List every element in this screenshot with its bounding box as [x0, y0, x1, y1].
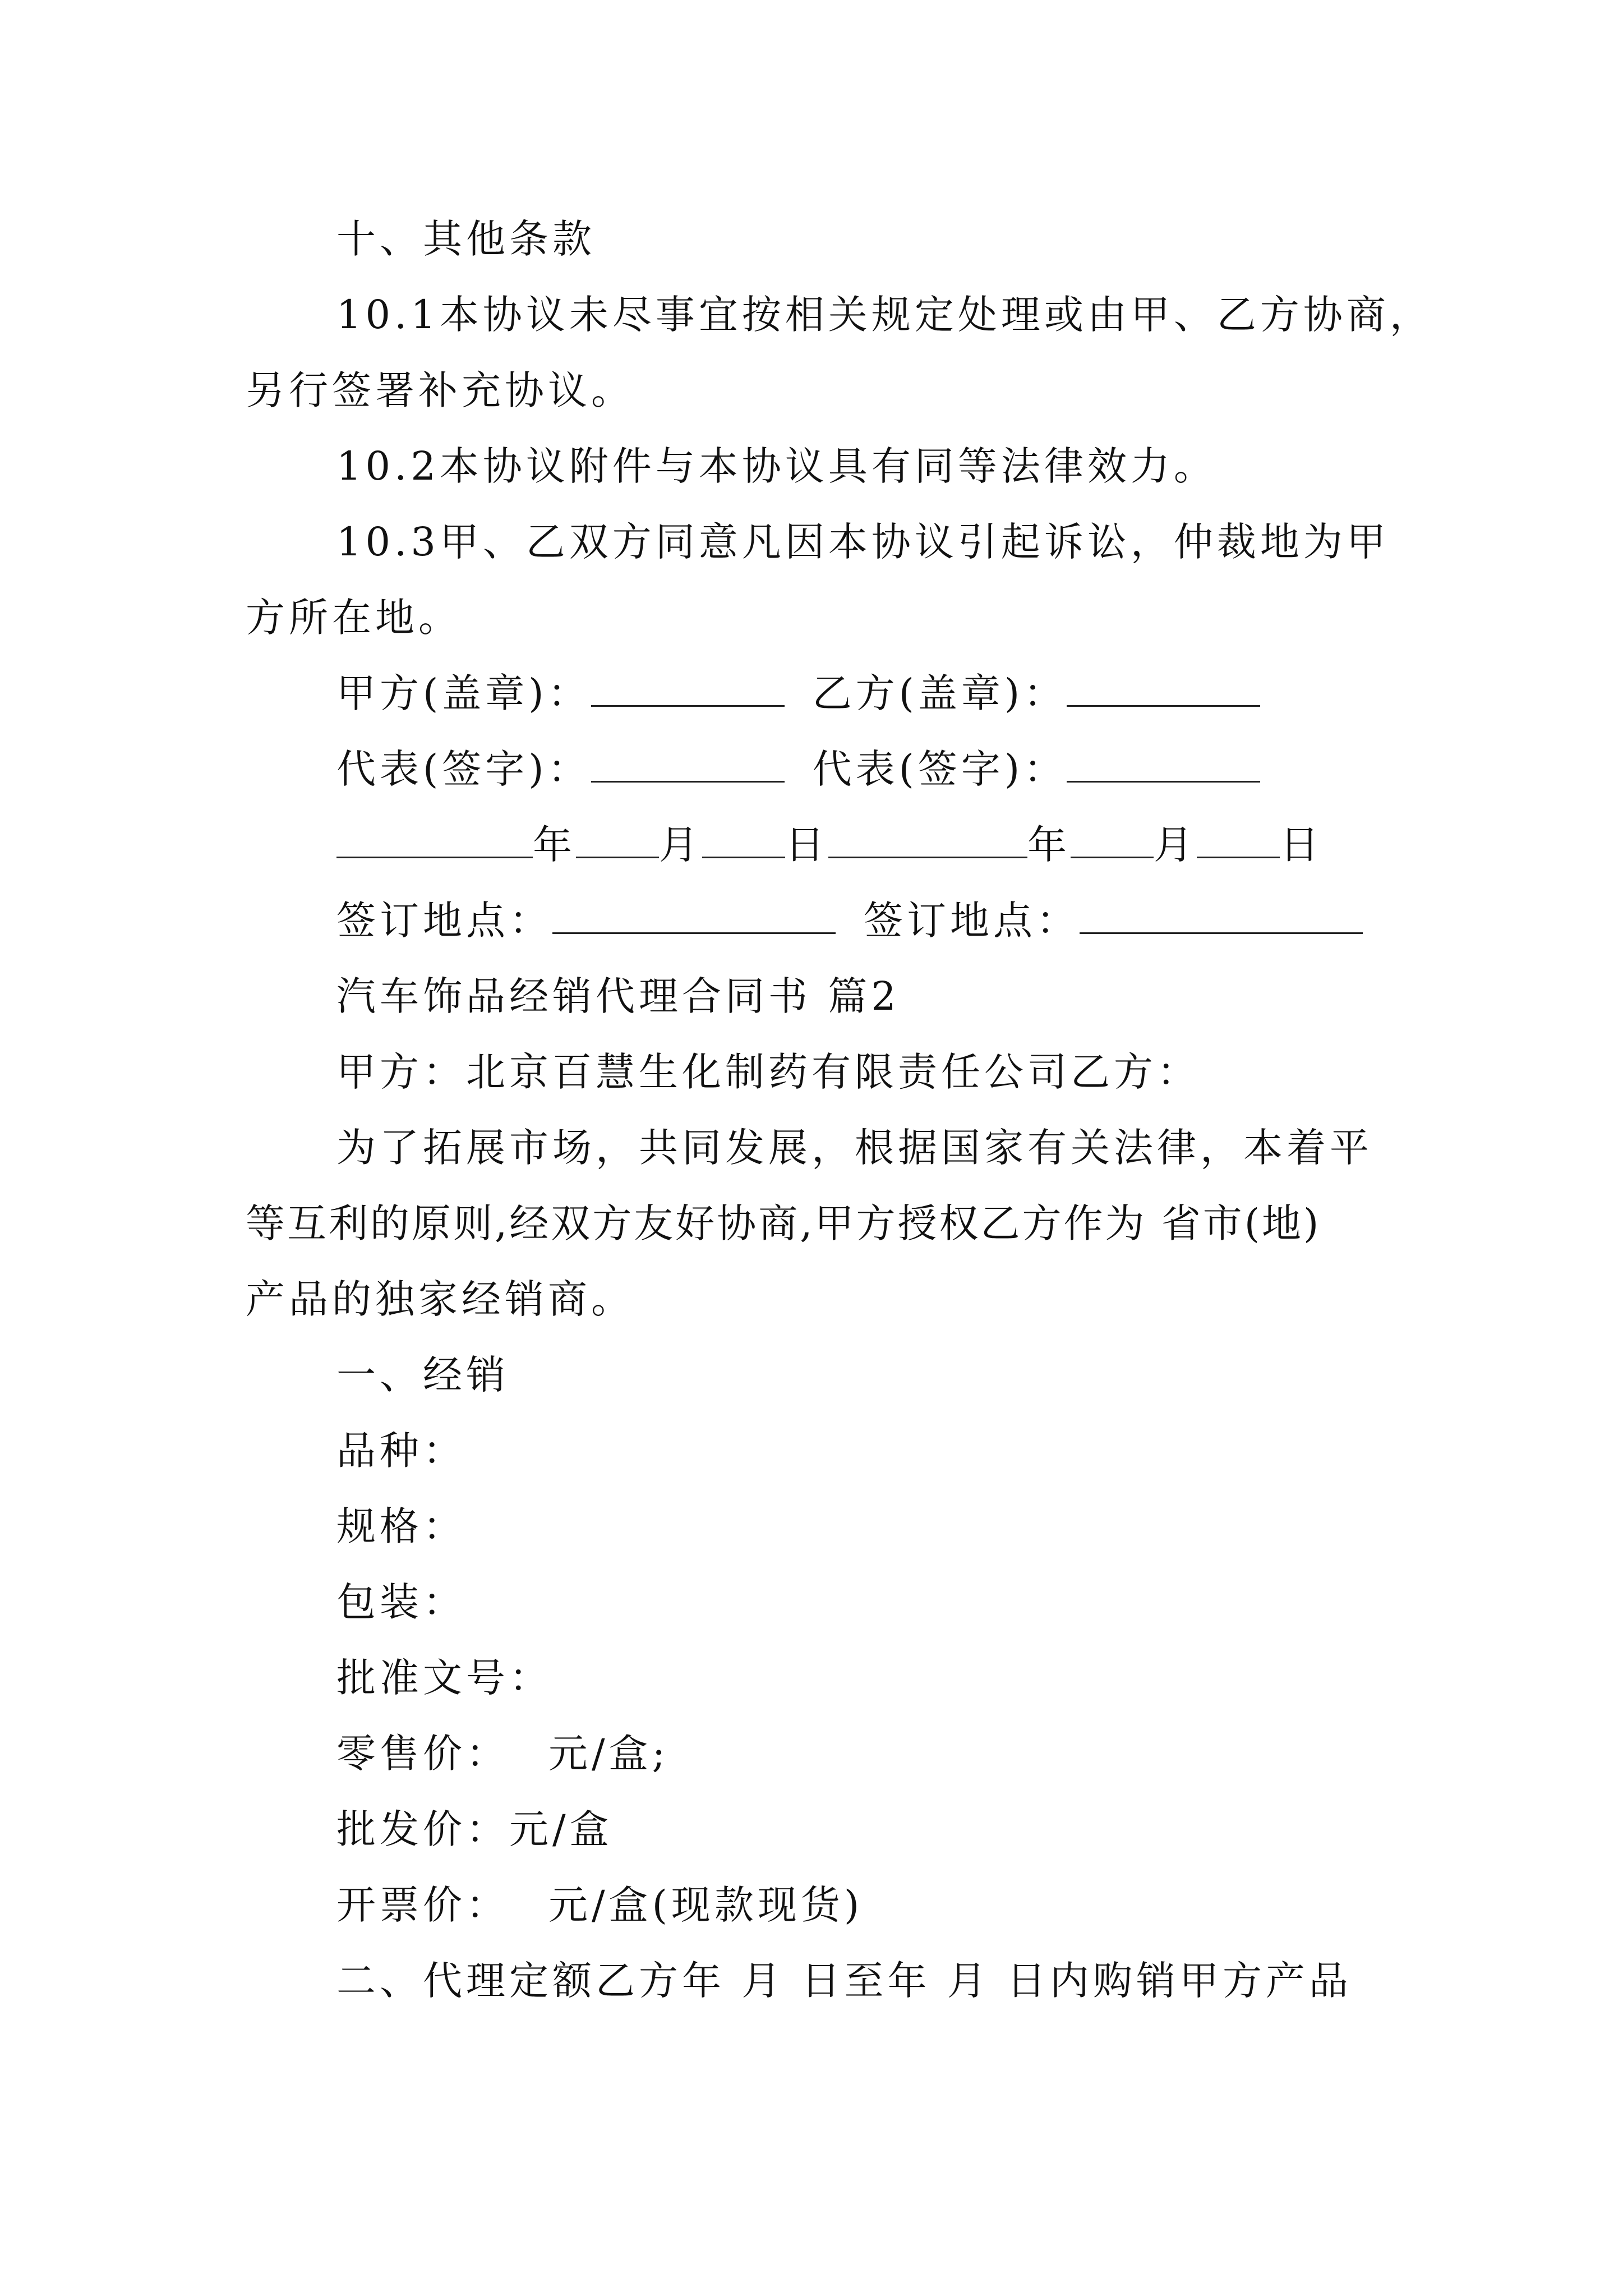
party-b-seal-blank — [1067, 670, 1260, 707]
retail-price-unit: 元/盒; — [548, 1731, 670, 1777]
party-b-rep-blank — [1067, 746, 1260, 783]
intro-paragraph-line: 产品的独家经销商。 — [246, 1276, 634, 1322]
month-blank-b — [1071, 822, 1154, 858]
day-label-b: 日 — [1280, 822, 1323, 868]
place-a-label: 签订地点： — [336, 898, 552, 944]
month-label-b: 月 — [1154, 822, 1197, 868]
clause-10-1-cont: 另行签署补充协议。 — [246, 367, 634, 413]
field-approval-number: 批准文号： — [336, 1655, 552, 1701]
party-a-rep-label: 代表(签字)： — [336, 746, 591, 792]
field-invoice-price — [336, 1878, 863, 1932]
party-a-seal-blank — [591, 670, 785, 707]
clause-10-3: 10.3甲、乙双方同意凡因本协议引起诉讼，仲裁地为甲 — [336, 519, 1390, 565]
seal-row — [336, 666, 1260, 720]
clause-10-2: 10.2本协议附件与本协议具有同等法律效力。 — [336, 443, 1217, 489]
field-wholesale-price: 批发价：元/盒 — [336, 1806, 613, 1852]
invoice-price-unit: 元/盒(现款现货) — [548, 1882, 864, 1928]
parties-line: 甲方：北京百慧生化制药有限责任公司乙方： — [336, 1049, 1200, 1095]
year-blank-b — [828, 822, 1027, 858]
field-retail-price — [336, 1727, 669, 1780]
date-row — [336, 818, 1323, 872]
field-spec: 规格： — [336, 1503, 466, 1549]
field-package: 包装： — [336, 1579, 466, 1625]
section-two-line: 二、代理定额乙方年 月 日至年 月 日内购销甲方产品 — [336, 1958, 1353, 2004]
rep-sign-row — [336, 742, 1260, 796]
section-heading: 十、其他条款 — [336, 216, 596, 262]
section-heading: 一、经销 — [336, 1352, 509, 1398]
clause-10-3-cont: 方所在地。 — [246, 595, 462, 641]
invoice-price-label: 开票价： — [336, 1882, 509, 1928]
day-label-a: 日 — [785, 822, 828, 868]
month-blank-a — [576, 822, 659, 858]
place-b-label: 签订地点： — [864, 898, 1080, 944]
party-b-seal-label: 乙方(盖章)： — [812, 670, 1067, 716]
year-label-b: 年 — [1027, 822, 1071, 868]
place-b-blank — [1080, 898, 1363, 934]
year-blank-a — [336, 822, 533, 858]
party-a-rep-blank — [591, 746, 785, 783]
retail-price-label: 零售价： — [336, 1731, 509, 1777]
day-blank-b — [1197, 822, 1280, 858]
article-title: 汽车饰品经销代理合同书 篇2 — [336, 973, 900, 1019]
field-variety: 品种： — [336, 1428, 466, 1474]
party-b-rep-label: 代表(签字)： — [812, 746, 1067, 792]
party-a-seal-label: 甲方(盖章)： — [336, 670, 591, 716]
intro-paragraph-line: 等互利的原则,经双方友好协商,甲方授权乙方作为 省市(地) — [246, 1200, 1321, 1246]
place-row — [336, 894, 1363, 947]
month-label-a: 月 — [659, 822, 702, 868]
intro-paragraph-line: 为了拓展市场，共同发展，根据国家有关法律，本着平 — [336, 1125, 1373, 1171]
day-blank-a — [702, 822, 785, 858]
clause-10-1: 10.1本协议未尽事宜按相关规定处理或由甲、乙方协商， — [336, 292, 1433, 338]
place-a-blank — [552, 898, 836, 934]
year-label-a: 年 — [533, 822, 576, 868]
